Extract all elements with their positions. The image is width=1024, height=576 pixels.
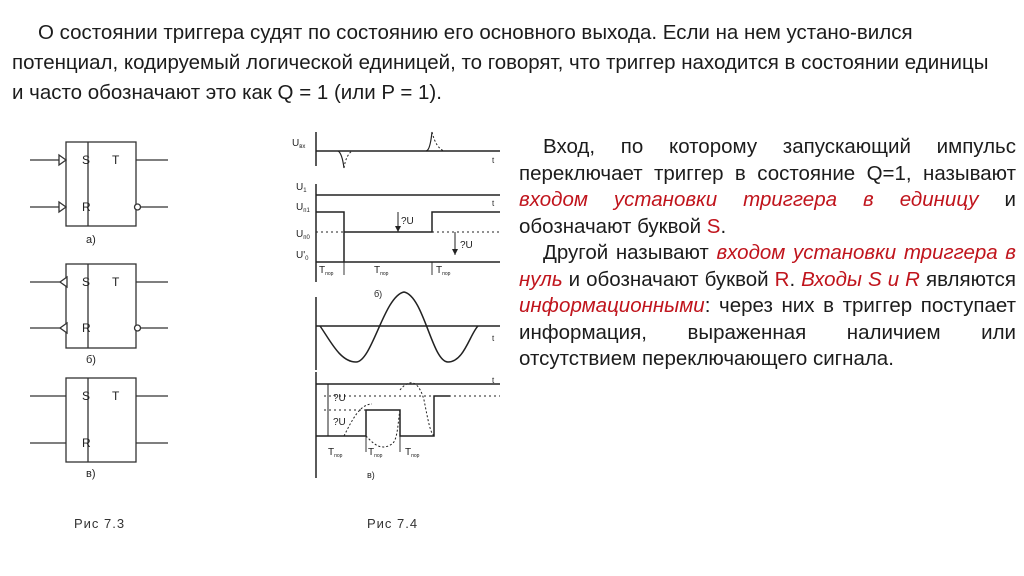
pulse-output-graph — [316, 372, 500, 478]
letter-r: R — [774, 267, 790, 291]
up1-label: $U_{п1}$ — [296, 202, 310, 214]
up0-label: $U_{п0}$ — [296, 229, 310, 241]
t-por-3: $T_{пор}$ — [436, 265, 451, 277]
set-input-paragraph: Вход, по которому запускающий импульс переключает триггер в состояние Q=1, называют входом установки триггера в единицу и обозначают буквой S. — [519, 135, 1016, 238]
trigger-block-a — [30, 142, 168, 226]
delta-u-4: ?U — [333, 417, 346, 428]
block-v-label: в) — [86, 468, 96, 480]
reset-input-term: входом установки триггера в нуль — [519, 241, 1017, 291]
block-b-label: б) — [86, 354, 96, 366]
block-b-r: R — [82, 321, 91, 335]
graph-v-label: в) — [367, 470, 375, 480]
informational-term: информационными — [519, 294, 705, 317]
t-axis-3: t — [492, 334, 495, 343]
intro-paragraph: О состоянии триггера судят по состоянию его основного выхода. Если на нем устано-вился потенциал, кодируемый логической единицей, то говорят, что триггер находится в состоянии единицы и часто обозначают это как Q = 1 (или P = 1). — [12, 21, 989, 104]
sine-wave-graph — [316, 292, 500, 370]
t-por-1: $T_{пор}$ — [319, 265, 334, 277]
description-block — [519, 134, 1016, 373]
block-a-t: T — [112, 153, 120, 167]
reset-input-paragraph: Другой называют входом установки триггера в нуль и обозначают буквой R. Входы S и R являются информационными: через них в триггер поступает информация, выраженная наличием или отсутствием переключающего сигнала. — [519, 241, 1017, 370]
block-v-r: R — [82, 436, 91, 450]
t-por-2: $T_{пор}$ — [374, 265, 389, 277]
block-b-t: T — [112, 275, 120, 289]
t-por-4: $T_{пор}$ — [328, 447, 343, 459]
trigger-block-b — [30, 264, 168, 348]
figure-7-4-caption: Рис 7.4 — [367, 516, 419, 531]
block-b-s: S — [82, 275, 91, 289]
block-a-r: R — [82, 200, 91, 214]
delta-u-2: ?U — [460, 240, 473, 251]
set-input-term: входом установки триггера в единицу — [519, 188, 979, 211]
t-por-5: $T_{пор}$ — [368, 447, 383, 459]
u-in-label: $U_{вх}$ — [292, 138, 306, 150]
input-pulse-graph — [316, 132, 500, 168]
t-por-6: $T_{пор}$ — [405, 447, 420, 459]
block-a-s: S — [82, 153, 91, 167]
t-axis-4: t — [492, 376, 495, 385]
block-v-s: S — [82, 389, 91, 403]
graph-b-label: б) — [374, 289, 383, 299]
block-v-t: T — [112, 389, 120, 403]
delta-u-3: ?U — [333, 393, 346, 404]
figure-7-3-caption: Рис 7.3 — [74, 516, 126, 531]
letter-s: S — [706, 214, 721, 238]
t-axis-1: t — [492, 156, 495, 165]
u0-label: $U'_0$ — [296, 250, 309, 262]
trigger-block-v — [30, 378, 168, 462]
u1-label: $U_1$ — [296, 182, 307, 194]
delta-u-1: ?U — [401, 216, 414, 227]
t-axis-2: t — [492, 199, 495, 208]
square-wave-graph — [316, 184, 500, 282]
inputs-sr-term: Входы S и R — [801, 267, 920, 291]
block-a-label: а) — [86, 234, 96, 246]
